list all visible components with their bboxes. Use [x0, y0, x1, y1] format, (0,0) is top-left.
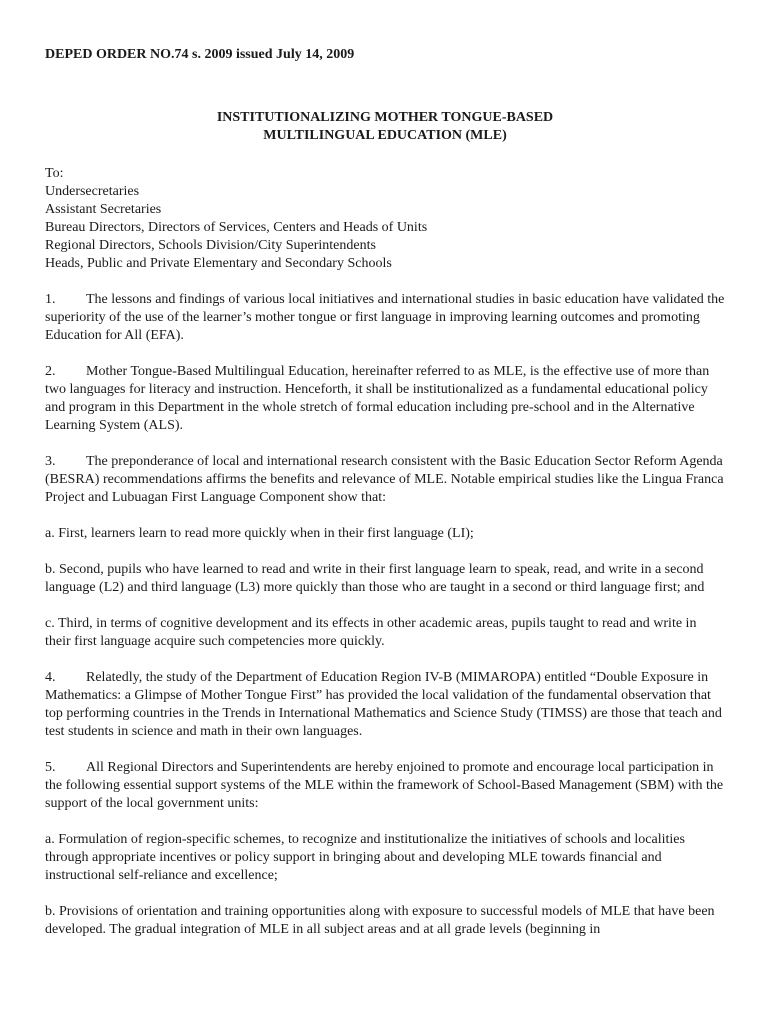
paragraph-3b: b. Second, pupils who have learned to read and write in their first language learn to speak, read, and write in a second language (L2) and third language (L3) more quickly than those who are taught in a second or third language first; and [45, 562, 705, 595]
paragraph-text: Mother Tongue-Based Multilingual Education, hereinafter referred to as MLE, is the effective use of more than two languages for literacy and instruction. Henceforth, it shall be institutionalized as a fundamental educational policy and program in this Department in the whole stretch of formal education including pre-school and in the Alternative Learning System (ALS). [45, 364, 710, 433]
addressee-line: Bureau Directors, Directors of Services, Centers and Heads of Units [45, 220, 428, 235]
addressee-block [45, 165, 725, 273]
paragraph-3 [45, 453, 725, 507]
paragraph-number: 5. [45, 760, 56, 775]
order-header: DEPED ORDER NO.74 s. 2009 issued July 14, 2009 [45, 47, 355, 62]
paragraph-5 [45, 759, 725, 813]
paragraph-text: Relatedly, the study of the Department of Education Region IV-B (MIMAROPA) entitled “Double Exposure in Mathematics: a Glimpse of Mother Tongue First” has provided the local validation of the fundamental observation that top performing countries in the Trends in International Mathematics and Science Study (TIMSS) are those that teach and test students in science and math in their own languages. [45, 670, 722, 739]
addressee-line: Regional Directors, Schools Division/City Superintendents [45, 238, 376, 253]
addressee-line: Assistant Secretaries [45, 202, 162, 217]
paragraph-1 [45, 291, 725, 345]
paragraph-number: 2. [45, 364, 56, 379]
title-line-1: INSTITUTIONALIZING MOTHER TONGUE-BASED [216, 110, 554, 125]
paragraph-text: All Regional Directors and Superintendents are hereby enjoined to promote and encourage local participation in the following essential support systems of the MLE within the framework of School-Based Management (SBM) with the support of the local government units: [45, 760, 724, 811]
paragraph-3a: a. First, learners learn to read more quickly when in their first language (LI); [45, 526, 474, 541]
paragraph-number: 1. [45, 292, 56, 307]
paragraph-5b: b. Provisions of orientation and training opportunities along with exposure to successful models of MLE that have been developed. The gradual integration of MLE in all subject areas and at all grade levels (beginning in [45, 904, 715, 937]
document-page [45, 46, 725, 957]
addressee-to-label: To: [45, 166, 64, 181]
paragraph-3c: c. Third, in terms of cognitive development and its effects in other academic areas, pupils taught to read and write in their first language acquire such competencies more quickly. [45, 616, 697, 649]
paragraph-number: 3. [45, 454, 56, 469]
paragraph-text: The preponderance of local and international research consistent with the Basic Education Sector Reform Agenda (BESRA) recommendations affirms the benefits and relevance of MLE. Notable empirical studies like the Lingua Franca Project and Lubuagan First Language Component show that: [45, 454, 724, 505]
paragraph-number: 4. [45, 670, 56, 685]
paragraph-4 [45, 669, 725, 741]
paragraph-text: The lessons and findings of various local initiatives and international studies in basic education have validated the superiority of the use of the learner’s mother tongue or first language in improving learning outcomes and promoting Education for All (EFA). [45, 292, 725, 343]
paragraph-2 [45, 363, 725, 435]
document-title [45, 109, 725, 145]
addressee-line: Heads, Public and Private Elementary and Secondary Schools [45, 256, 392, 271]
addressee-line: Undersecretaries [45, 184, 140, 199]
title-line-2: MULTILINGUAL EDUCATION (MLE) [263, 128, 507, 143]
paragraph-5a: a. Formulation of region-specific schemes, to recognize and institutionalize the initiatives of schools and localities through appropriate incentives or policy support in bringing about and developing MLE towards financial and instructional self-reliance and excellence; [45, 832, 685, 883]
